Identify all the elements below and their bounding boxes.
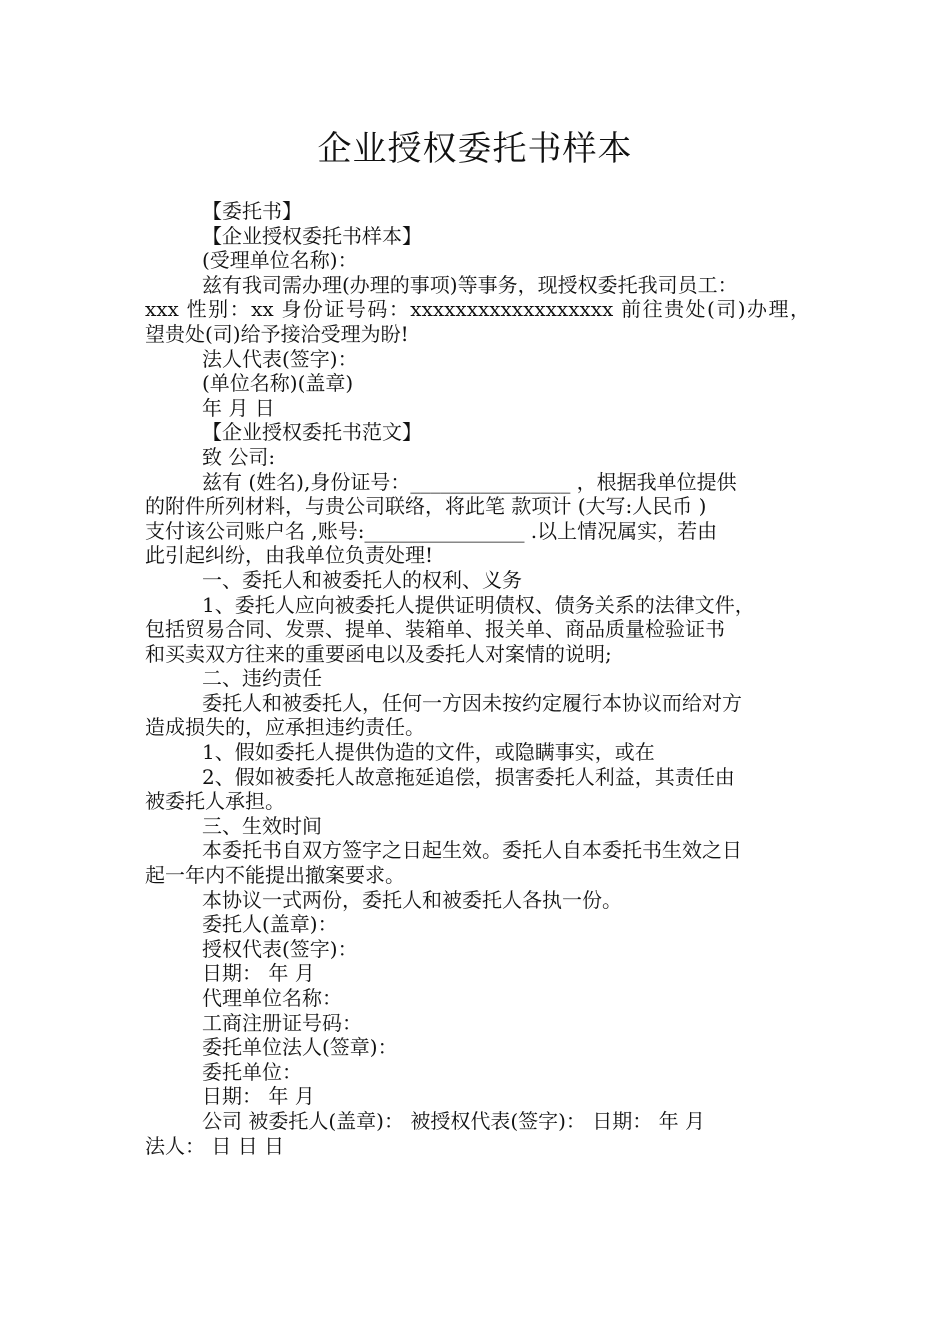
- line-text: 本委托书自双方签字之日起生效。委托人自本委托书生效之日: [202, 838, 742, 863]
- document-title: 企业授权委托书样本: [317, 129, 633, 169]
- line-text: 委托单位法人(签章)：: [202, 1035, 398, 1060]
- line-text: 支付该公司账户名 ,账号:________________ .以上情况属实，若由: [145, 518, 718, 543]
- line-text: 此引起纠纷，由我单位负责处理!: [145, 543, 434, 568]
- line-text: 年 月 日: [202, 395, 275, 420]
- line-text: 1、委托人应向被委托人提供证明债权、债务关系的法律文件，: [202, 592, 755, 617]
- line-section: 二、违约责任: [202, 666, 322, 691]
- line-heading: 【企业授权委托书范文】: [202, 420, 422, 445]
- line-text: 代理单位名称：: [202, 986, 342, 1010]
- line-text: 致 公司:: [202, 444, 276, 469]
- line-text: 授权代表(签字)：: [202, 936, 358, 961]
- line-text: 日期： 年 月: [202, 961, 315, 986]
- line-text: 造成损失的，应承担违约责任。: [145, 715, 425, 740]
- line-text: 工商注册证号码：: [202, 1010, 362, 1035]
- line-text: 被委托人承担。: [145, 789, 285, 814]
- line-heading: 【委托书】: [202, 199, 302, 223]
- line-text: 委托单位：: [202, 1059, 302, 1084]
- line-text: xxx 性别：xx 身份证号码：xxxxxxxxxxxxxxxxxx 前往贵处(司)办理，: [145, 297, 810, 322]
- line-text: 本协议一式两份，委托人和被委托人各执一份。: [202, 887, 622, 912]
- line-text: 兹有我司需办理(办理的事项)等事务，现授权委托我司员工：: [202, 272, 738, 297]
- line-text: 公司 被委托人(盖章)： 被授权代表(签字)： 日期： 年 月: [202, 1108, 705, 1133]
- line-text: 兹有 (姓名),身份证号：________________ ，根据我单位提供: [202, 469, 737, 494]
- line-text: 法人代表(签字)：: [202, 346, 358, 371]
- document-body: [145, 199, 810, 1158]
- line-section: 三、生效时间: [202, 813, 322, 838]
- line-text: 的附件所列材料，与贵公司联络，将此笔 款项计 (大写:人民币 ): [145, 494, 707, 519]
- line-section: 一、委托人和被委托人的权利、义务: [202, 567, 522, 592]
- line-text: 和买卖双方往来的重要函电以及委托人对案情的说明;: [145, 641, 612, 666]
- line-text: (单位名称)(盖章): [202, 371, 354, 396]
- line-text: 起一年内不能提出撤案要求。: [145, 863, 405, 888]
- line-text: 包括贸易合同、发票、提单、装箱单、报关单、商品质量检验证书: [145, 617, 725, 642]
- line-text: 1、假如委托人提供伪造的文件，或隐瞒事实，或在: [202, 740, 655, 765]
- line-text: 望贵处(司)给予接洽受理为盼!: [145, 321, 409, 346]
- line-heading: 【企业授权委托书样本】: [202, 223, 422, 248]
- line-text: 委托人和被委托人，任何一方因未按约定履行本协议而给对方: [202, 690, 742, 715]
- line-text: 法人： 日 日 日: [145, 1133, 285, 1158]
- line-text: 委托人(盖章)：: [202, 912, 338, 937]
- line-text: 日期： 年 月: [202, 1084, 315, 1109]
- line-text: 2、假如被委托人故意拖延追偿，损害委托人利益，其责任由: [202, 764, 735, 789]
- line-text: (受理单位名称)：: [202, 248, 358, 273]
